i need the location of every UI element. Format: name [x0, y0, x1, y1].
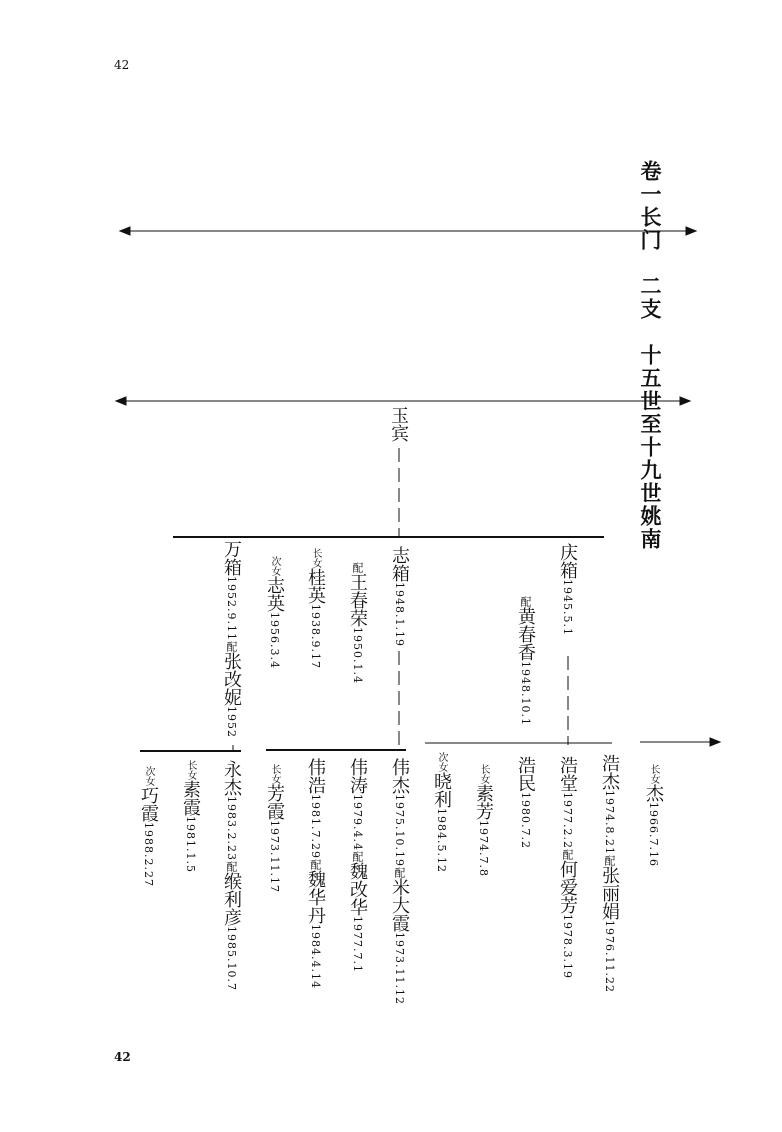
- person-qingxiang: 庆箱1945.5.1: [557, 543, 578, 636]
- person-haotang: 浩堂1977.2.2配何爱芳1978.3.19: [557, 756, 578, 979]
- person-xiaoli: 次女晓利1984.5.12: [431, 752, 452, 873]
- person-haojie: 浩杰1974.8.21配张丽娟1976.11.22: [599, 754, 620, 993]
- page-title: 卷一长门 二支 十五世至十九世姚南: [638, 160, 663, 551]
- person-wanji: 万箱1952.9.11配张改妮1952: [221, 540, 242, 738]
- person-suxia: 长女素霞1981.1.5: [180, 760, 201, 873]
- page-number-bottom: 42: [114, 1050, 131, 1064]
- person-weihao: 伟浩1981.7.29配魏华丹1984.4.14: [305, 758, 326, 989]
- page-number-top: 42: [114, 58, 130, 72]
- person-zhixiang: 志箱1948.1.19: [389, 546, 410, 647]
- person-qiaoxia: 次女巧霞1988.2.27: [138, 766, 159, 887]
- person-sufang: 长女素芳1974.7.8: [473, 764, 494, 877]
- person-weitao: 伟涛1979.4.4配魏改华1977.7.1: [347, 758, 368, 973]
- person-fangxia: 长女芳霞1973.11.17: [264, 764, 285, 893]
- person-zhiying: 次女志英1956.3.4: [264, 556, 285, 669]
- person-weijie: 伟杰1975.10.19配米大霞1973.11.12: [389, 758, 410, 1005]
- person-zhixiang-spouse: 配王春荣1950.1.4: [347, 562, 368, 684]
- person-jie: 长女杰1966.7.16: [643, 764, 664, 867]
- person-haomin: 浩民1980.7.2: [515, 756, 536, 849]
- person-qingxiang-spouse: 配黄春香1948.10.1: [515, 596, 536, 726]
- person-yubin: 玉宾: [388, 406, 409, 442]
- person-guiying: 长女桂英1938.9.17: [305, 548, 326, 669]
- person-yongjie: 永杰1983.2.23配缑利彦1985.10.7: [221, 760, 242, 991]
